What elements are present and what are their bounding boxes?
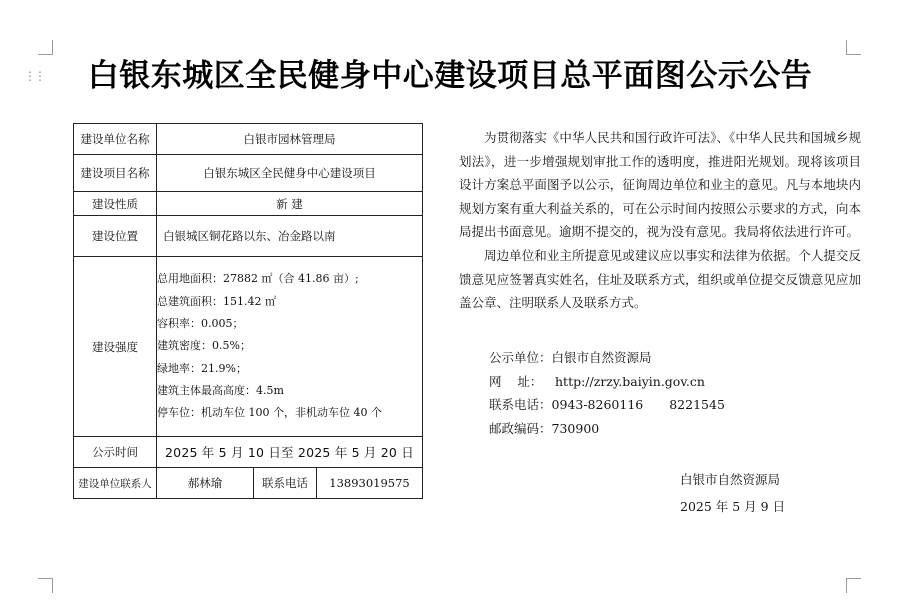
metric-total-land-area: 总用地面积：27882 ㎡（合 41.86 亩）;	[157, 272, 359, 286]
website-label: 网 址：	[489, 373, 543, 389]
document-title: 白银东城区全民健身中心建设项目总平面图公示公告	[87, 58, 813, 94]
contact-phone-label: 联系电话	[254, 468, 317, 499]
drag-handle-icon[interactable]: ⋮⋮	[24, 69, 44, 83]
metric-total-building-area: 总建筑面积：151.42 ㎡	[157, 294, 276, 308]
table-row-period	[74, 437, 423, 468]
table-row-project	[74, 155, 423, 192]
postcode-label: 邮政编码：	[489, 420, 552, 436]
table-row-contact	[74, 468, 423, 499]
builder-label: 建设单位名称	[74, 124, 157, 155]
website-row	[489, 370, 725, 394]
notice-paragraph-2: 周边单位和业主所提意见或建议应以事实和法律为依据。个人提交反馈意见应签署真实姓名，住址及联系方式，组织或单位提交反馈意见应加盖公章、注明联系人及联系方式。	[459, 247, 861, 311]
notice-body	[459, 126, 861, 315]
publisher-label: 公示单位：	[489, 350, 552, 365]
phone-row	[489, 393, 725, 417]
contact-phone-value: 13893019575	[317, 468, 423, 499]
page-corner-mark-bottom-right	[846, 578, 861, 593]
contact-name: 郝林瑜	[157, 468, 254, 499]
metric-building-density: 建筑密度：0.5%；	[157, 339, 251, 353]
page-corner-mark-bottom-left	[38, 578, 53, 593]
metric-max-height: 建筑主体最高高度：4.5m	[157, 383, 284, 397]
period-value: 2025 年 5 月 10 日至 2025 年 5 月 20 日	[157, 437, 423, 468]
project-info-table	[73, 123, 423, 499]
project-name-label: 建设项目名称	[74, 155, 157, 192]
signature-organization: 白银市自然资源局	[680, 472, 781, 487]
metric-parking: 停车位：机动车位 100 个，非机动车位 40 个	[157, 406, 382, 420]
phone-primary: 0943-8260116	[551, 397, 644, 413]
phone-label: 联系电话：	[489, 397, 552, 413]
metric-green-ratio: 绿地率：21.9%；	[157, 361, 247, 375]
table-row-intensity	[74, 257, 423, 437]
builder-value: 白银市园林管理局	[157, 124, 423, 155]
nature-label: 建设性质	[74, 192, 157, 216]
contact-info	[489, 346, 725, 440]
website-value[interactable]: http://zrzy.baiyin.gov.cn	[555, 373, 705, 389]
contact-label: 建设单位联系人	[74, 468, 157, 499]
intensity-metrics	[157, 257, 423, 437]
location-value: 白银城区铜花路以东、冶金路以南	[157, 216, 423, 257]
location-label: 建设位置	[74, 216, 157, 257]
intensity-label: 建设强度	[74, 257, 157, 437]
page-corner-mark-top-left	[38, 40, 53, 55]
project-name-value: 白银东城区全民健身中心建设项目	[157, 155, 423, 192]
postcode-value: 730900	[551, 420, 600, 436]
page-corner-mark-top-right	[846, 40, 861, 55]
publisher-row	[489, 346, 725, 370]
period-label: 公示时间	[74, 437, 157, 468]
phone-secondary: 8221545	[669, 397, 725, 413]
postcode-row	[489, 417, 725, 441]
metric-plot-ratio: 容积率：0.005；	[157, 317, 244, 331]
table-row-location	[74, 216, 423, 257]
table-row-nature	[74, 192, 423, 216]
publisher-value: 白银市自然资源局	[551, 350, 652, 365]
signature-date: 2025 年 5 月 9 日	[680, 499, 786, 514]
notice-paragraph-1: 为贯彻落实《中华人民共和国行政许可法》、《中华人民共和国城乡规划法》，进一步增强规划审批工作的透明度，推进阳光规划。现将该项目设计方案总平面图予以公示，征询周边单位和业主的意见。凡与本地块内规划方案有重大利益关系的，可在公示时间内按照公示要求的方式，向本局提出书面意见。逾期不提交的，视为没有意见。我局将依法进行许可。	[459, 130, 861, 240]
table-row-builder	[74, 124, 423, 155]
nature-value: 新 建	[157, 192, 423, 216]
